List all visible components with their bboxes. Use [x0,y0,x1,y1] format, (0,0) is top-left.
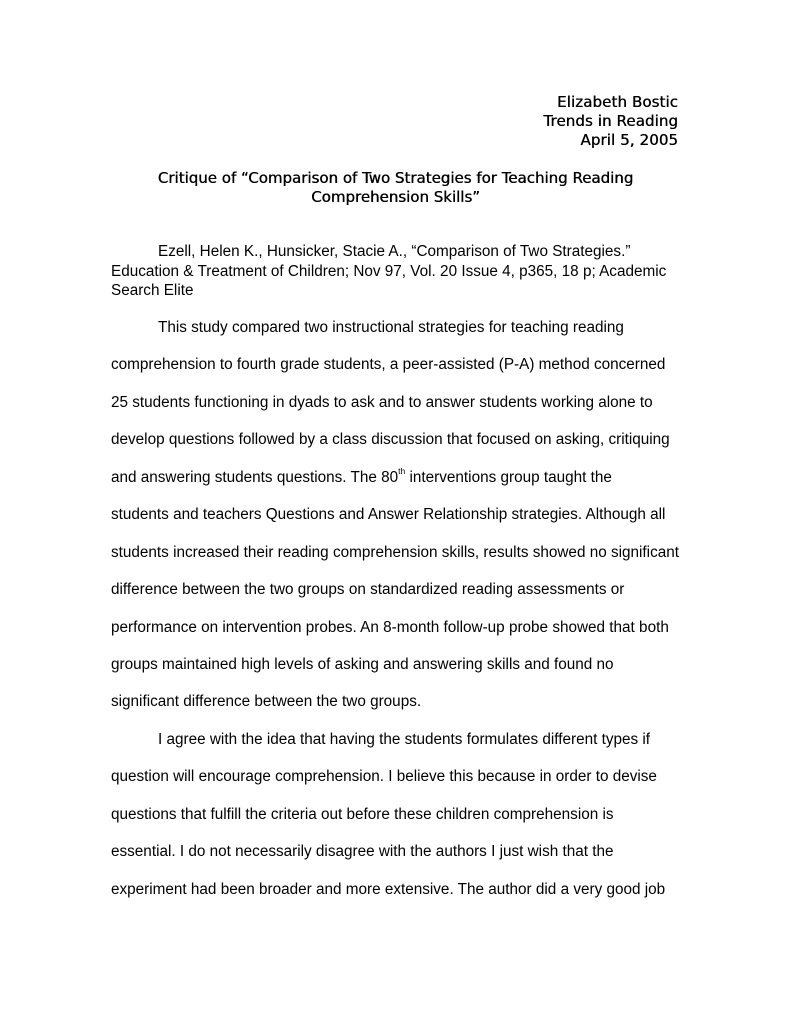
paragraph-line: significant difference between the two groups. [111,693,422,710]
paragraph-line: students increased their reading comprehension skills, results showed no significant [111,544,679,561]
paragraph-line: comprehension to fourth grade students, a peer-assisted (P-A) method concerned [111,356,666,373]
paragraph-line: experiment had been broader and more extensive. The author did a very good job [111,881,666,898]
document-date: April 5, 2005 [580,131,678,149]
line-text: and answering students questions. The 80 [111,469,399,486]
paragraph-line: 25 students functioning in dyads to ask and to answer students working alone to [111,394,653,411]
title-line-1: Critique of “Comparison of Two Strategies for Teaching Reading [157,169,634,187]
paragraph-line: students and teachers Questions and Answer Relationship strategies. Although all [111,506,666,523]
paragraph-line: performance on intervention probes. An 8-month follow-up probe showed that both [111,619,669,636]
ordinal-suffix: th [398,465,406,476]
paragraph-line: question will encourage comprehension. I believe this because in order to devise [111,768,657,785]
paragraph-line: essential. I do not necessarily disagree with the authors I just wish that the [111,843,614,860]
paragraph-line: difference between the two groups on standardized reading assessments or [111,581,625,598]
paragraph-line: groups maintained high levels of asking and answering skills and found no [111,656,614,673]
course-name: Trends in Reading [543,112,678,130]
paragraph-line: questions that fulfill the criteria out before these children comprehension is [111,806,614,823]
line-text: interventions group taught the [405,469,612,486]
title-line-2: Comprehension Skills” [311,188,480,206]
document-title [111,169,680,207]
citation: Ezell, Helen K., Hunsicker, Stacie A., “Comparison of Two Strategies.” Education & Treatment of Children; Nov 97, Vol. 20 Issue 4, p365, 18 p; Academic Search Elite [111,243,667,299]
paragraph-line [111,465,612,488]
header-block [543,93,678,150]
paragraph-line: I agree with the idea that having the students formulates different types if [158,731,651,748]
paragraph-line: develop questions followed by a class discussion that focused on asking, critiquing [111,431,670,448]
paragraph-line: This study compared two instructional strategies for teaching reading [158,319,624,336]
author-name: Elizabeth Bostic [557,93,678,111]
